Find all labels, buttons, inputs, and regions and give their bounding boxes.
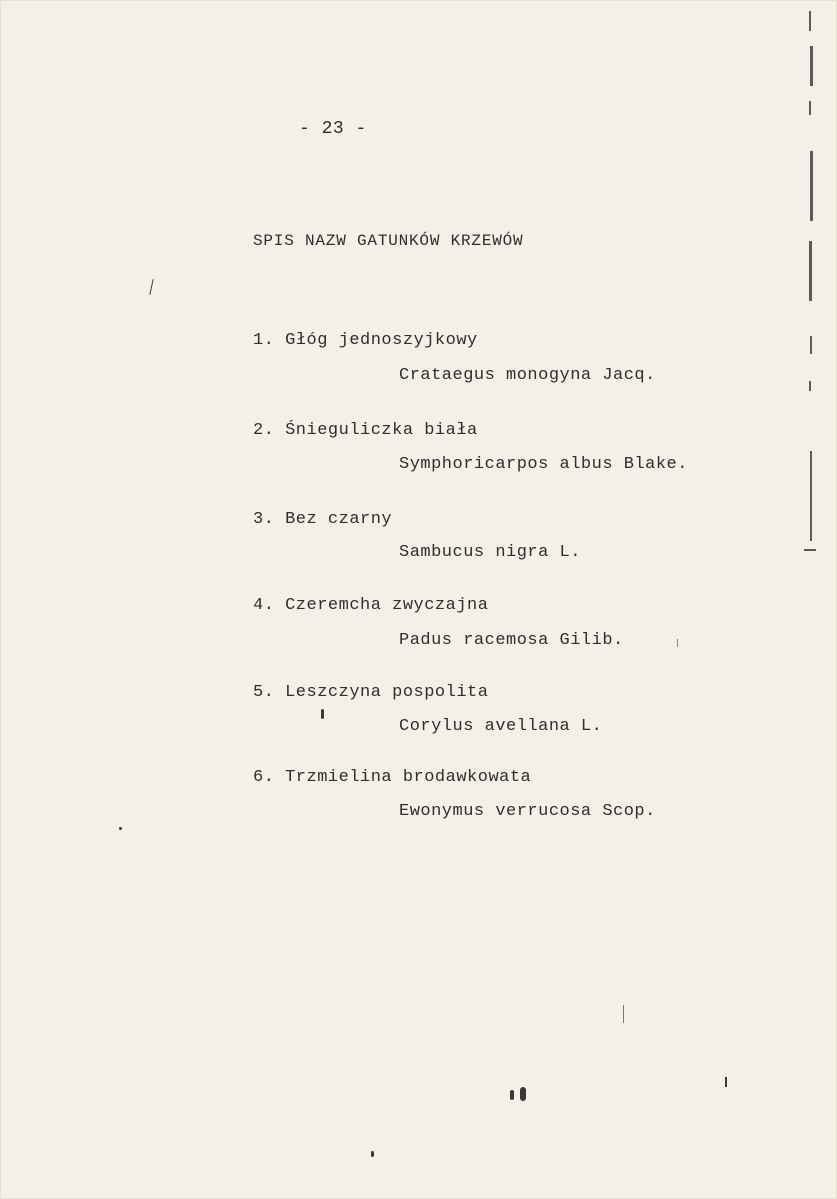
entry-4-latin: Padus racemosa Gilib. bbox=[399, 631, 624, 650]
entry-3-latin: Sambucus nigra L. bbox=[399, 543, 581, 562]
entry-4-common bbox=[253, 596, 488, 615]
scan-speck bbox=[725, 1077, 727, 1087]
scan-speck bbox=[149, 279, 153, 295]
entry-number: 4. bbox=[253, 596, 275, 615]
list-heading: SPIS NAZW GATUNKÓW KRZEWÓW bbox=[253, 232, 524, 250]
entry-number: 2. bbox=[253, 421, 275, 440]
page-number: - 23 - bbox=[299, 119, 367, 139]
entry-common-name: Śnieguliczka biała bbox=[285, 421, 478, 440]
entry-number: 3. bbox=[253, 510, 275, 529]
entry-number: 5. bbox=[253, 683, 275, 702]
entry-common-name: Głóg jednoszyjkowy bbox=[285, 331, 478, 350]
scan-speck bbox=[119, 827, 122, 830]
entry-5-common bbox=[253, 683, 488, 702]
binding-edge-marks bbox=[804, 1, 818, 561]
entry-common-name: Czeremcha zwyczajna bbox=[285, 596, 489, 615]
entry-6-latin: Ewonymus verrucosa Scop. bbox=[399, 802, 656, 821]
entry-6-common bbox=[253, 768, 531, 787]
scan-speck bbox=[321, 709, 324, 719]
entry-1-latin: Crataegus monogyna Jacq. bbox=[399, 366, 656, 385]
entry-2-common bbox=[253, 421, 478, 440]
scan-speck bbox=[677, 639, 678, 647]
scan-speck bbox=[520, 1087, 526, 1101]
scan-speck bbox=[510, 1090, 514, 1100]
entry-5-latin: Corylus avellana L. bbox=[399, 717, 603, 736]
scan-speck bbox=[371, 1151, 374, 1157]
entry-3-common bbox=[253, 510, 392, 529]
scan-speck bbox=[623, 1005, 624, 1023]
entry-2-latin: Symphoricarpos albus Blake. bbox=[399, 455, 688, 474]
entry-1-common bbox=[253, 331, 478, 350]
entry-common-name: Leszczyna pospolita bbox=[285, 683, 489, 702]
entry-common-name: Bez czarny bbox=[285, 510, 393, 529]
entry-common-name: Trzmielina brodawkowata bbox=[285, 768, 532, 787]
entry-number: 6. bbox=[253, 768, 275, 787]
entry-number: 1. bbox=[253, 331, 275, 350]
